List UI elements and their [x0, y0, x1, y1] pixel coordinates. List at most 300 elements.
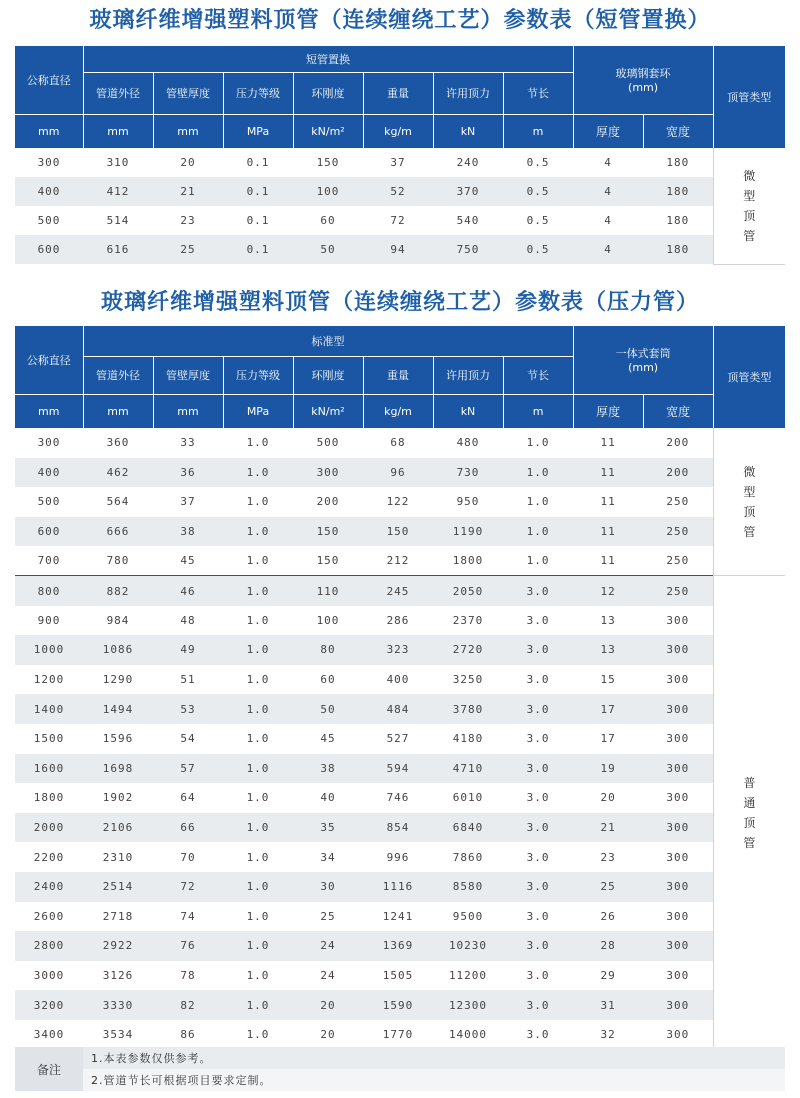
table-cell: 3780: [433, 694, 503, 724]
table-cell: 212: [363, 546, 433, 576]
column-header: 管道外径: [83, 72, 153, 114]
table-cell: 86: [153, 1020, 223, 1050]
table-cell: 11: [573, 428, 643, 458]
table-cell: 3.0: [503, 724, 573, 754]
table-row: [15, 546, 785, 576]
table-row: [15, 458, 785, 488]
pipe-type-char: 普: [743, 775, 756, 790]
table-cell: 1800: [15, 783, 83, 813]
table-cell: 24: [293, 931, 363, 961]
table-cell: 1000: [15, 635, 83, 665]
table-cell: 600: [15, 517, 83, 547]
table-cell: 53: [153, 694, 223, 724]
table-cell: 1.0: [223, 635, 293, 665]
table-cell: 1770: [363, 1020, 433, 1050]
table-cell: 96: [363, 458, 433, 488]
column-header: 环刚度: [293, 356, 363, 394]
table-cell: 0.5: [503, 235, 573, 264]
table-cell: 250: [643, 517, 713, 547]
unit-header: mm: [83, 114, 153, 148]
table-cell: 500: [15, 487, 83, 517]
table-cell: 514: [83, 206, 153, 235]
table-cell: 11: [573, 517, 643, 547]
table-cell: 12: [573, 576, 643, 606]
table-cell: 700: [15, 546, 83, 576]
table-cell: 2200: [15, 842, 83, 872]
table-cell: 2922: [83, 931, 153, 961]
unit-header: kg/m: [363, 394, 433, 428]
table-cell: 1116: [363, 872, 433, 902]
table-cell: 2050: [433, 576, 503, 606]
table-cell: 24: [293, 961, 363, 991]
table-row: [15, 783, 785, 813]
table-cell: 3.0: [503, 665, 573, 695]
table-cell: 8580: [433, 872, 503, 902]
unit-header: mm: [15, 114, 83, 148]
notes-table: [15, 1047, 785, 1091]
pipe-type-cell: [713, 576, 785, 1050]
pipe-type-char: 管: [743, 835, 756, 850]
table-cell: 4: [573, 148, 643, 177]
column-header: 环刚度: [293, 72, 363, 114]
table-cell: 1200: [15, 665, 83, 695]
table-row: [15, 754, 785, 784]
table-cell: 3.0: [503, 990, 573, 1020]
table-cell: 3200: [15, 990, 83, 1020]
table-cell: 1.0: [223, 754, 293, 784]
table-cell: 1800: [433, 546, 503, 576]
table-cell: 462: [83, 458, 153, 488]
table-cell: 412: [83, 177, 153, 206]
table-cell: 19: [573, 754, 643, 784]
table-cell: 564: [83, 487, 153, 517]
table-cell: 250: [643, 576, 713, 606]
table-cell: 150: [293, 148, 363, 177]
table-row: [15, 842, 785, 872]
table1-title: 玻璃纤维增强塑料顶管（连续缠绕工艺）参数表（短管置换）: [89, 8, 711, 33]
table-cell: 1505: [363, 961, 433, 991]
table-row: [15, 606, 785, 636]
table-cell: 100: [293, 177, 363, 206]
unit-header: kg/m: [363, 114, 433, 148]
table-cell: 180: [643, 148, 713, 177]
table-cell: 400: [15, 177, 83, 206]
table-cell: 3.0: [503, 635, 573, 665]
table-cell: 29: [573, 961, 643, 991]
table-cell: 76: [153, 931, 223, 961]
table-cell: 14000: [433, 1020, 503, 1050]
table-cell: 38: [293, 754, 363, 784]
table-cell: 300: [293, 458, 363, 488]
unit-header: kN/m²: [293, 394, 363, 428]
table-cell: 54: [153, 724, 223, 754]
table-cell: 250: [643, 546, 713, 576]
table-cell: 17: [573, 724, 643, 754]
table-cell: 78: [153, 961, 223, 991]
table-cell: 52: [363, 177, 433, 206]
pressure-pipe-table: [15, 326, 785, 1050]
table-cell: 854: [363, 813, 433, 843]
table-cell: 0.1: [223, 148, 293, 177]
table-cell: 80: [293, 635, 363, 665]
table-cell: 12300: [433, 990, 503, 1020]
table-row: [15, 902, 785, 932]
table-cell: 2720: [433, 635, 503, 665]
pipe-type-header: 顶管类型: [713, 326, 785, 428]
table-cell: 1.0: [223, 458, 293, 488]
column-header: 管壁厚度: [153, 72, 223, 114]
table-cell: 300: [643, 842, 713, 872]
table-cell: 4: [573, 206, 643, 235]
table-row: [15, 148, 785, 177]
table-cell: 950: [433, 487, 503, 517]
table-cell: 60: [293, 206, 363, 235]
table-cell: 882: [83, 576, 153, 606]
table-cell: 1.0: [223, 990, 293, 1020]
table-cell: 1.0: [223, 872, 293, 902]
table-cell: 1600: [15, 754, 83, 784]
pipe-type-char: 通: [743, 795, 756, 810]
table-cell: 32: [573, 1020, 643, 1050]
table-cell: 200: [293, 487, 363, 517]
unit-header: mm: [153, 394, 223, 428]
table-cell: 1.0: [503, 546, 573, 576]
table-cell: 4: [573, 177, 643, 206]
table-cell: 1.0: [223, 517, 293, 547]
table-cell: 1369: [363, 931, 433, 961]
table-cell: 400: [363, 665, 433, 695]
table-cell: 200: [643, 428, 713, 458]
table-cell: 746: [363, 783, 433, 813]
table-cell: 527: [363, 724, 433, 754]
table-cell: 23: [153, 206, 223, 235]
table-cell: 3.0: [503, 1020, 573, 1050]
table-cell: 50: [293, 694, 363, 724]
table-cell: 3126: [83, 961, 153, 991]
table-cell: 1494: [83, 694, 153, 724]
table-cell: 72: [153, 872, 223, 902]
table-cell: 45: [153, 546, 223, 576]
table-cell: 996: [363, 842, 433, 872]
table-cell: 0.1: [223, 177, 293, 206]
table-cell: 1.0: [503, 428, 573, 458]
table-cell: 800: [15, 576, 83, 606]
table-cell: 750: [433, 235, 503, 264]
table-cell: 300: [643, 754, 713, 784]
table-cell: 780: [83, 546, 153, 576]
table-cell: 200: [643, 458, 713, 488]
table-row: [15, 635, 785, 665]
table-cell: 1.0: [503, 458, 573, 488]
table-cell: 400: [15, 458, 83, 488]
table-cell: 15: [573, 665, 643, 695]
table-cell: 0.5: [503, 177, 573, 206]
table-cell: 38: [153, 517, 223, 547]
table-cell: 180: [643, 235, 713, 264]
table-cell: 3.0: [503, 754, 573, 784]
table-cell: 600: [15, 235, 83, 264]
table-cell: 1241: [363, 902, 433, 932]
table-cell: 37: [363, 148, 433, 177]
sleeve-group-header: 一体式套筒 (mm): [573, 326, 713, 394]
pipe-type-char: 微: [743, 464, 756, 479]
column-header: 重量: [363, 356, 433, 394]
table-cell: 3.0: [503, 694, 573, 724]
column-header: 许用顶力: [433, 356, 503, 394]
table-cell: 1.0: [223, 487, 293, 517]
pipe-type-char: 型: [743, 484, 756, 499]
table-cell: 1.0: [503, 487, 573, 517]
table-cell: 300: [643, 783, 713, 813]
table-cell: 1.0: [503, 517, 573, 547]
table-cell: 666: [83, 517, 153, 547]
table-cell: 0.5: [503, 148, 573, 177]
table-cell: 3.0: [503, 842, 573, 872]
table-cell: 1400: [15, 694, 83, 724]
group-header: 短管置换: [83, 46, 573, 72]
table-cell: 3.0: [503, 931, 573, 961]
table-cell: 66: [153, 813, 223, 843]
column-header: 管壁厚度: [153, 356, 223, 394]
table-cell: 1086: [83, 635, 153, 665]
table-cell: 13: [573, 606, 643, 636]
table-cell: 57: [153, 754, 223, 784]
ring-column-header: 宽度: [643, 394, 713, 428]
table-cell: 984: [83, 606, 153, 636]
table-cell: 25: [153, 235, 223, 264]
table-cell: 3.0: [503, 813, 573, 843]
table-cell: 1698: [83, 754, 153, 784]
table-cell: 1590: [363, 990, 433, 1020]
short-pipe-table: [15, 46, 785, 265]
table-cell: 11: [573, 458, 643, 488]
ring-group-header: 玻璃钢套环 (mm): [573, 46, 713, 114]
pipe-type-cell: [713, 148, 785, 264]
unit-header: MPa: [223, 114, 293, 148]
table-row: [15, 206, 785, 235]
table-cell: 323: [363, 635, 433, 665]
table-cell: 2600: [15, 902, 83, 932]
table-cell: 2106: [83, 813, 153, 843]
table-cell: 300: [15, 148, 83, 177]
table-cell: 31: [573, 990, 643, 1020]
table-cell: 1.0: [223, 546, 293, 576]
table-cell: 2514: [83, 872, 153, 902]
table-cell: 300: [643, 990, 713, 1020]
table-cell: 23: [573, 842, 643, 872]
table-cell: 245: [363, 576, 433, 606]
table-cell: 1.0: [223, 931, 293, 961]
pipe-type-char: 微: [743, 168, 756, 183]
table-cell: 3000: [15, 961, 83, 991]
table-cell: 4710: [433, 754, 503, 784]
notes-label: 备注: [15, 1047, 83, 1091]
table-cell: 20: [293, 1020, 363, 1050]
table-cell: 11: [573, 546, 643, 576]
table-cell: 10230: [433, 931, 503, 961]
table-row: [15, 517, 785, 547]
pipe-type-char: 顶: [743, 504, 756, 519]
pipe-type-char: 管: [743, 228, 756, 243]
table-cell: 1500: [15, 724, 83, 754]
pipe-type-cell: [713, 428, 785, 576]
table-cell: 1.0: [223, 961, 293, 991]
column-header: 压力等级: [223, 72, 293, 114]
table-cell: 3.0: [503, 902, 573, 932]
unit-header: mm: [15, 394, 83, 428]
table-cell: 25: [293, 902, 363, 932]
table-cell: 0.1: [223, 235, 293, 264]
table-cell: 25: [573, 872, 643, 902]
table-cell: 1.0: [223, 724, 293, 754]
table-cell: 480: [433, 428, 503, 458]
pipe-type-char: 顶: [743, 815, 756, 830]
table-cell: 1.0: [223, 813, 293, 843]
table-cell: 1.0: [223, 428, 293, 458]
column-header: 节长: [503, 72, 573, 114]
table-cell: 300: [643, 1020, 713, 1050]
note-line-1: 1.本表参数仅供参考。: [83, 1047, 785, 1069]
table-cell: 1190: [433, 517, 503, 547]
table-cell: 500: [293, 428, 363, 458]
table-cell: 70: [153, 842, 223, 872]
table-cell: 300: [643, 724, 713, 754]
table-cell: 28: [573, 931, 643, 961]
table-cell: 48: [153, 606, 223, 636]
table-row: [15, 428, 785, 458]
nominal-diameter-header: 公称直径: [15, 46, 83, 114]
table-cell: 300: [643, 931, 713, 961]
table-cell: 3.0: [503, 606, 573, 636]
table-cell: 30: [293, 872, 363, 902]
table-cell: 1290: [83, 665, 153, 695]
table-cell: 300: [643, 872, 713, 902]
table-cell: 180: [643, 206, 713, 235]
column-header: 压力等级: [223, 356, 293, 394]
table-cell: 500: [15, 206, 83, 235]
table-cell: 360: [83, 428, 153, 458]
table-row: [15, 872, 785, 902]
table-cell: 3330: [83, 990, 153, 1020]
group-header: 标准型: [83, 326, 573, 356]
unit-header: m: [503, 394, 573, 428]
table-cell: 310: [83, 148, 153, 177]
table-cell: 9500: [433, 902, 503, 932]
table-cell: 1.0: [223, 1020, 293, 1050]
table-cell: 122: [363, 487, 433, 517]
table-cell: 4: [573, 235, 643, 264]
table-cell: 45: [293, 724, 363, 754]
table-cell: 13: [573, 635, 643, 665]
table-cell: 72: [363, 206, 433, 235]
unit-header: kN: [433, 394, 503, 428]
table-cell: 34: [293, 842, 363, 872]
table-cell: 616: [83, 235, 153, 264]
table-cell: 3534: [83, 1020, 153, 1050]
table-cell: 3.0: [503, 783, 573, 813]
table-cell: 370: [433, 177, 503, 206]
table-cell: 20: [293, 990, 363, 1020]
table-cell: 21: [153, 177, 223, 206]
table-cell: 594: [363, 754, 433, 784]
column-header: 许用顶力: [433, 72, 503, 114]
table-cell: 17: [573, 694, 643, 724]
table-cell: 3.0: [503, 576, 573, 606]
table-cell: 82: [153, 990, 223, 1020]
table-cell: 300: [15, 428, 83, 458]
unit-header: mm: [83, 394, 153, 428]
unit-header: mm: [153, 114, 223, 148]
pipe-type-char: 管: [743, 524, 756, 539]
table-cell: 300: [643, 813, 713, 843]
pipe-type-char: 型: [743, 188, 756, 203]
table-cell: 2000: [15, 813, 83, 843]
table2-title: 玻璃纤维增强塑料顶管（连续缠绕工艺）参数表（压力管）: [100, 290, 699, 315]
table-row: [15, 724, 785, 754]
table-cell: 94: [363, 235, 433, 264]
table-cell: 150: [293, 517, 363, 547]
table-cell: 49: [153, 635, 223, 665]
table-cell: 1902: [83, 783, 153, 813]
table-cell: 40: [293, 783, 363, 813]
table-cell: 150: [363, 517, 433, 547]
table-cell: 900: [15, 606, 83, 636]
table-cell: 46: [153, 576, 223, 606]
unit-header: kN: [433, 114, 503, 148]
table-row: [15, 665, 785, 695]
table-cell: 300: [643, 665, 713, 695]
table-cell: 33: [153, 428, 223, 458]
nominal-diameter-header: 公称直径: [15, 326, 83, 394]
table-row: [15, 961, 785, 991]
table-row: [15, 576, 785, 606]
table-row: [15, 813, 785, 843]
table-cell: 1596: [83, 724, 153, 754]
table-cell: 64: [153, 783, 223, 813]
table-row: [15, 694, 785, 724]
table-cell: 180: [643, 177, 713, 206]
table-cell: 21: [573, 813, 643, 843]
table-row: [15, 487, 785, 517]
table-cell: 1.0: [223, 902, 293, 932]
table-cell: 2370: [433, 606, 503, 636]
table-cell: 3.0: [503, 961, 573, 991]
table-cell: 37: [153, 487, 223, 517]
table-row: [15, 931, 785, 961]
table-cell: 0.1: [223, 206, 293, 235]
column-header: 节长: [503, 356, 573, 394]
table-cell: 1.0: [223, 576, 293, 606]
pipe-type-char: 顶: [743, 208, 756, 223]
unit-header: m: [503, 114, 573, 148]
table-cell: 0.5: [503, 206, 573, 235]
ring-column-header: 宽度: [643, 114, 713, 148]
pipe-type-header: 顶管类型: [713, 46, 785, 148]
table-cell: 300: [643, 902, 713, 932]
table-cell: 250: [643, 487, 713, 517]
table-cell: 1.0: [223, 665, 293, 695]
table-cell: 100: [293, 606, 363, 636]
table-cell: 1.0: [223, 842, 293, 872]
table-cell: 1.0: [223, 606, 293, 636]
table-cell: 51: [153, 665, 223, 695]
table-cell: 240: [433, 148, 503, 177]
table-cell: 300: [643, 635, 713, 665]
table-cell: 3250: [433, 665, 503, 695]
table-cell: 2718: [83, 902, 153, 932]
table-cell: 1.0: [223, 694, 293, 724]
table-cell: 3.0: [503, 872, 573, 902]
